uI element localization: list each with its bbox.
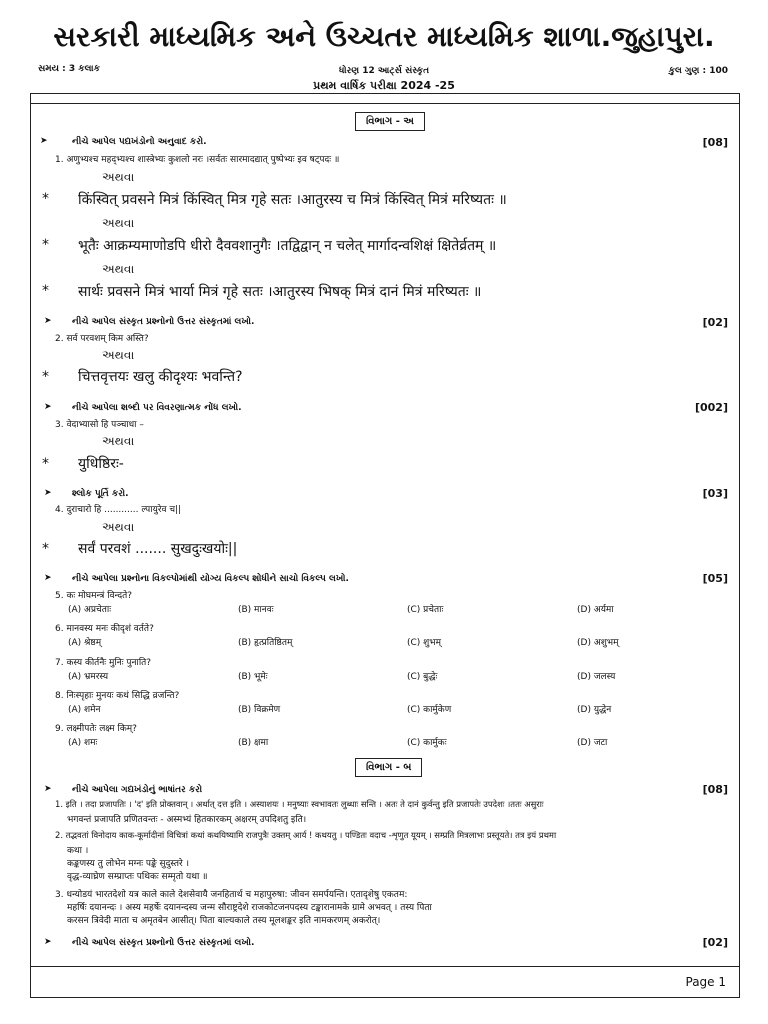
q5-instruction: નીચે આપેલા પ્રશ્નોના વિકલ્પોમાંથી યોગ્ય વિકલ્પ શોધીને સાચો વિકલ્પ લખો. [72, 574, 349, 584]
or-label: અથવા [102, 170, 135, 184]
q1-alt-2: भूतैः आक्रम्यमाणोडपि धीरो दैववशानुगैः ।तद्विद्वान् न चलेत् मार्गादन्वशिक्षं क्षितेर्व्रतम् ॥ [78, 238, 497, 254]
mcq-option-a: (A) भ्रमरस्य [68, 672, 109, 682]
or-label: અથવા [102, 434, 135, 448]
mcq-option-c: (C) प्रचेताः [407, 605, 444, 615]
q2-question: 2. सर्व परवशम् किम अस्ति? [55, 334, 149, 344]
q2-marks: [02] [702, 316, 728, 329]
passage-3-line-3: करसन त्रिवेदी माता च अमृतबेन आसीत्। पिता बाल्यकाले तस्य मूलशङ्कर इति नामकरणम् अकरोत्। [67, 916, 381, 926]
passage-1-line-2: भगवन्तं प्रजापति प्रणितवन्तः - अस्मभ्यं हितकारकम् अक्षरम् उपदिशतु इति। [67, 815, 307, 825]
q1-instruction: નીચે આપેલ પદ્યખંડોનો અનુવાદ કરો. [72, 137, 207, 147]
q4-question: 4. दुराचारो हि ............ ल्पायुरेव च|| [55, 505, 182, 515]
mcq-option-a: (A) शमेन [68, 705, 101, 715]
mcq-option-b: (B) मानवः [238, 605, 274, 615]
exam-time: સમય : 3 કલાક [38, 64, 100, 74]
arrow-icon: ➤ [44, 488, 52, 498]
passage-3-line-2: महर्षिः दयानन्दः । अस्य महर्षेः दयानन्दस्य जन्म सौराष्ट्रदेशे राजकोटजनपदस्य टङ्कारानामके ग्रामे अभवत् । तस्य पिता [67, 903, 432, 913]
passage-2-line-1: 2. तद्भवतां विनोदाय काक-कूर्मादीनां विचित्रां कथां कथयिष्यामि राजपुत्रैः उक्तम् आर्य ! कथयतु । पण्डितः वदाच -शृणुत यूयम् । सम्प्रति मित्रलाभः प्रस्तूयते। तत्र इयं प्रथमा [55, 830, 557, 840]
q1-alt-3: सार्थः प्रवसने मित्रं भार्या मित्रं गृहे सतः ।आतुरस्य भिषक् मित्रं दानं मित्रं मरिष्यतः ॥ [78, 284, 482, 300]
or-label: અથવા [102, 520, 135, 534]
q3-instruction: નીચે આપેલા શબ્દો પર વિવરણાત્મક નોંધ લખો. [72, 403, 242, 413]
q6-marks: [08] [702, 783, 728, 796]
mcq-question: 8. निःस्पृहाः मुनयः कथं सिद्धि व्रजन्ति? [55, 691, 180, 701]
or-label: અથવા [102, 216, 135, 230]
section-b-label: વિભાગ - બ [355, 758, 422, 777]
arrow-icon: ➤ [44, 573, 52, 583]
q1-marks: [08] [702, 136, 728, 149]
exam-name: પ્રથમ વાર્ષિક પરીક્ષા 2024 -25 [313, 79, 455, 92]
mcq-question: 7. कस्य कीर्तनैः मुनिः पुनाति? [55, 658, 152, 668]
total-marks: કુલ ગુણ : 100 [668, 66, 728, 76]
mcq-option-b: (B) हृत्प्रतिष्ठितम् [238, 638, 293, 648]
mcq-option-d: (D) जटा [577, 738, 608, 748]
mcq-option-c: (C) बुद्धेः [407, 672, 438, 682]
page-number: Page 1 [685, 975, 726, 989]
q5-marks: [05] [702, 572, 728, 585]
school-title: સરકારી માધ્યમિક અને ઉચ્ચતર માધ્યમિક શાળા.જુહાપુરા. [53, 20, 715, 53]
mcq-option-a: (A) श्रेष्ठम् [68, 638, 102, 648]
q6-instruction: નીચે આપેલા ગદ્યખંડોનું ભાષાંતર કરો [72, 785, 203, 795]
q3-alt: युधिष्ठिरः- [78, 456, 124, 472]
mcq-option-c: (C) कार्मुकः [407, 738, 447, 748]
arrow-icon: ➤ [40, 136, 48, 146]
q4-alt: सर्वं परवशं ....... सुखदुःखयोः|| [78, 541, 238, 557]
star-icon: * [42, 237, 49, 253]
mcq-question: 6. मानवस्य मनः कीदृशं वर्तते? [55, 624, 154, 634]
section-a-label: વિભાગ - અ [355, 112, 425, 131]
passage-1-line-1: 1. इति । तदा प्रजापतिः । 'द' इति प्रोक्तवान् । अर्थात् दत्त इति । अस्याशयः । मनुष्याः स्वभावतः लुब्धाः सन्ति । अतः ते दानं कुर्वन्तु इति प्रजापतेः उपदेशः ।ततः असुराः [55, 799, 544, 809]
mcq-question: 5. कः मोघमन्त्रं विन्दते? [55, 591, 133, 601]
q3-marks: [002] [694, 401, 728, 414]
q4-marks: [03] [702, 487, 728, 500]
star-icon: * [42, 456, 49, 472]
standard-subject: ધોરણ 12 આર્ટ્સ સંસ્કૃત [338, 66, 430, 76]
mcq-option-b: (B) विक्रमेण [238, 705, 281, 715]
star-icon: * [42, 283, 49, 299]
mcq-option-a: (A) शमः [68, 738, 98, 748]
arrow-icon: ➤ [44, 784, 52, 794]
mcq-option-a: (A) अप्रचेताः [68, 605, 112, 615]
mcq-option-c: (C) शुभम् [407, 638, 441, 648]
passage-2-line-3: कङ्कणस्य तु लोभेन मग्नः पङ्के सुदुस्तरे । [67, 859, 190, 869]
q1-question: 1. अणुभ्यश्च महद्भ्यश्च शास्त्रेभ्यः कुशलो नरः ।सर्वतः सारमादद्यात् पुष्पेभ्यः इव षट्पदः ॥ [55, 155, 340, 165]
passage-3-line-1: 3. धन्योडयं भारतदेशो यत्र काले काले देशसेवायै जनहितार्थ च महापुरुषा: जीवन समर्पयन्ति। एतादृशेषु एकतम: [55, 890, 408, 900]
passage-2-line-2: कथा । [67, 846, 89, 856]
q7-instruction: નીચે આપેલ સંસ્કૃત પ્રશ્નોનો ઉત્તર સંસ્કૃતમાં લખો. [72, 938, 255, 948]
header-divider [30, 103, 740, 104]
footer-divider [30, 966, 740, 967]
q1-alt-1: किंस्वित् प्रवसने मित्रं किंस्वित् मित्र गृहे सतः ।आतुरस्य च मित्रं किंस्वित् मित्रं मरिष्यतः ॥ [78, 192, 507, 208]
arrow-icon: ➤ [44, 937, 52, 947]
mcq-option-b: (B) भूमेः [238, 672, 268, 682]
q7-marks: [02] [702, 936, 728, 949]
q3-question: 3. वेदाभ्यासो हि पञ्चाधा – [55, 420, 144, 430]
passage-2-line-4: वृद्ध-व्याघ्रेण सम्प्राप्तः पथिकः सम्मृतो यथा ॥ [67, 872, 208, 882]
mcq-option-b: (B) क्षमा [238, 738, 269, 748]
arrow-icon: ➤ [44, 402, 52, 412]
arrow-icon: ➤ [44, 316, 52, 326]
star-icon: * [42, 369, 49, 385]
or-label: અથવા [102, 262, 135, 276]
mcq-option-d: (D) जलस्य [577, 672, 616, 682]
mcq-option-d: (D) अशुभम् [577, 638, 619, 648]
q2-instruction: નીચે આપેલ સંસ્કૃત પ્રશ્નોનો ઉત્તર સંસ્કૃતમાં લખો. [72, 317, 255, 327]
mcq-option-c: (C) कार्मुकेण [407, 705, 452, 715]
star-icon: * [42, 191, 49, 207]
or-label: અથવા [102, 348, 135, 362]
star-icon: * [42, 541, 49, 557]
mcq-question: 9. लक्ष्मीपतेः लक्ष्म किम्? [55, 724, 137, 734]
mcq-option-d: (D) अर्यमा [577, 605, 614, 615]
mcq-option-d: (D) युद्धेन [577, 705, 612, 715]
q2-alt: चित्तवृत्तयः खलु कीदृश्यः भवन्ति? [78, 369, 243, 385]
q4-instruction: શ્લોક પૂર્તિ કરો. [72, 489, 129, 499]
